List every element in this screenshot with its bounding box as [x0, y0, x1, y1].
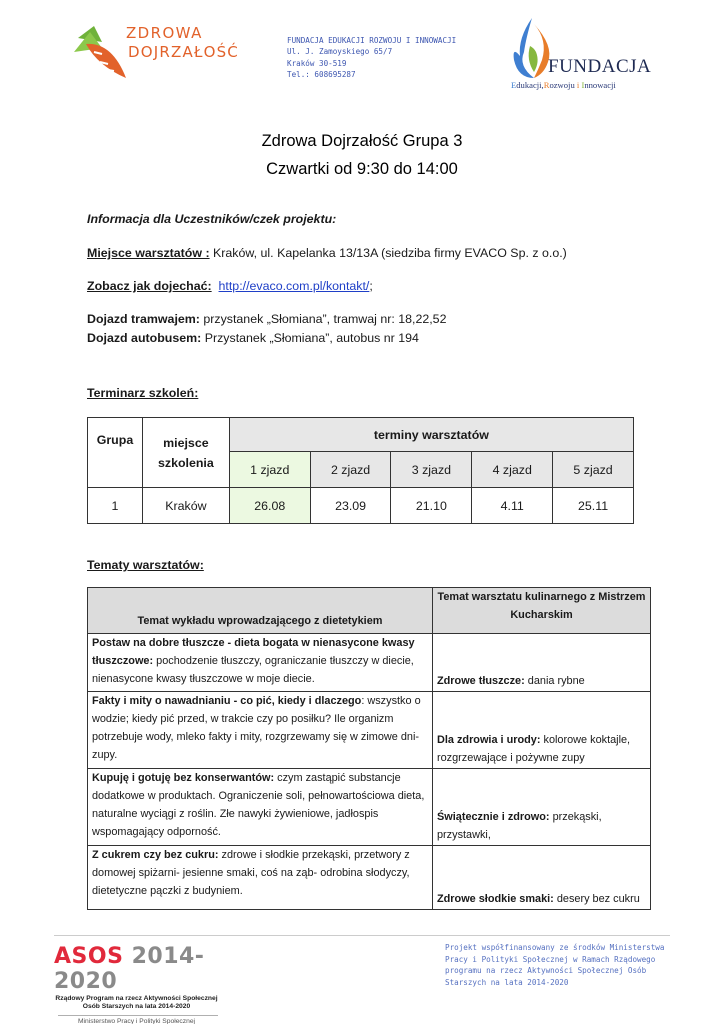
cofin-line2: Pracy i Polityki Społecznej w Ramach Rządowego — [445, 954, 656, 964]
lecture-topic-desc: zdrowe i słodkie przekąski, przetwory z domowej spiżarni- jesienne smaki, coś na ząb- odrobina słodyczy, dietetyczne pączki z budyniem. — [92, 849, 410, 897]
workshop-topic — [433, 634, 651, 692]
workshop-topic-desc: desery bez cukru — [553, 893, 640, 905]
cell-grupa: 1 — [88, 488, 143, 524]
lecture-topic-title: Kupuję i gotuję bez konserwantów: — [92, 772, 275, 784]
workshop-topic — [433, 846, 651, 910]
logo-line-dojrzalosc: DOJRZAŁOŚĆ — [128, 43, 239, 61]
workshop-topic-desc: dania rybne — [524, 675, 585, 687]
cofin-line1: Projekt współfinansowany ze środków Ministerstwa — [445, 943, 665, 952]
col-header-terminy: terminy warsztatów — [229, 418, 633, 452]
col-header-miejsce — [142, 418, 229, 488]
tagline-rozwoju: ozwoju — [549, 80, 577, 90]
cofin-line3: programu na rzecz Aktywności Społecznej Osób — [445, 966, 647, 976]
logo-line-zdrowa: ZDROWA — [126, 24, 203, 42]
page-title: Zdrowa Dojrzałość Grupa 3 — [261, 132, 463, 150]
zjazd-1-header: 1 zjazd — [229, 452, 310, 488]
col-header-grupa: Grupa — [88, 418, 143, 488]
asos-logo-word — [54, 944, 224, 994]
tram-info — [87, 312, 446, 326]
lecture-topic — [88, 634, 433, 692]
fundacja-logo-word: FUNDACJA — [548, 56, 652, 77]
table-row — [88, 634, 651, 692]
tagline-r: R — [543, 80, 550, 90]
asos-description — [54, 995, 219, 1011]
ministry-name: Ministerstwo Pracy i Polityki Społecznej — [77, 1018, 196, 1024]
lecture-topic-title: Fakty i mity o nawadnianiu - co pić, kiedy i dlaczego — [92, 695, 362, 707]
directions — [87, 279, 373, 293]
asos-divider — [58, 1015, 218, 1016]
zjazd-4-header: 4 zjazd — [472, 452, 553, 488]
workshop-location-value: Kraków, ul. Kapelanka 13/13A (siedziba firmy EVACO Sp. z o.o.) — [209, 246, 567, 260]
workshop-topic-desc: kolorowe koktajle, rozgrzewające i pożywne zupy — [437, 734, 631, 764]
lecture-topic-title: Z cukrem czy bez cukru: — [92, 849, 219, 861]
workshop-topic-title: Zdrowe słodkie smaki: — [437, 893, 554, 905]
schedule-heading: Terminarz szkoleń: — [87, 386, 199, 400]
asos-desc-line2: Osób Starszych na lata 2014-2020 — [82, 1003, 191, 1010]
cofin-line4: Starszych na lata 2014-2020 — [445, 977, 569, 987]
bus-info — [87, 331, 419, 345]
table-row — [88, 488, 634, 524]
lecture-topic-desc: pochodzenie tłuszczy, ograniczanie tłuszczy w diecie, nienasycone kwasy tłuszczowe w moje diecie. — [92, 655, 414, 685]
topics-col-header-workshop: Temat warsztatu kulinarnego z Mistrzem Kucharskim — [433, 588, 651, 634]
tagline-innowacji: nnowacji — [584, 80, 616, 90]
asos-logo — [54, 944, 224, 1024]
tram-label: Dojazd tramwajem: — [87, 312, 200, 326]
workshop-topic-title: Świątecznie i zdrowo: — [437, 811, 550, 823]
col-header-miejsce-line2: szkolenia — [157, 456, 214, 470]
zjazd-3-header: 3 zjazd — [391, 452, 472, 488]
cell-miejsce: Kraków — [142, 488, 229, 524]
footer-divider — [54, 935, 670, 936]
foundation-name: FUNDACJA EDUKACJI ROZWOJU I INNOWACJI — [287, 36, 457, 45]
cofinancing-note — [445, 942, 664, 988]
workshop-topic-title: Dla zdrowia i urody: — [437, 734, 541, 746]
lecture-topic — [88, 692, 433, 769]
lecture-topic — [88, 769, 433, 846]
lecture-topic-desc: : wszystko o wodzie; kiedy pić przed, w trakcie czy po posiłku? Ile organizm potrzebuje wody, mleko fakty i mity, rozgrzewamy się w zimowe dni- zupy. — [92, 695, 421, 761]
tagline-in: I — [581, 80, 585, 90]
directions-label: Zobacz jak dojechać: — [87, 279, 212, 293]
workshop-location-label: Miejsce warsztatów : — [87, 246, 210, 260]
bus-value: Przystanek „Słomiana”, autobus nr 194 — [201, 331, 419, 345]
tram-value: przystanek „Słomiana”, tramwaj nr: 18,22,52 — [199, 312, 447, 326]
directions-link[interactable]: http://evaco.com.pl/kontakt/ — [218, 279, 370, 293]
lecture-topic — [88, 846, 433, 910]
page-subtitle: Czwartki od 9:30 do 14:00 — [266, 160, 458, 178]
bus-label: Dojazd autobusem: — [87, 331, 202, 345]
workshop-location — [87, 246, 567, 260]
asos-word: ASOS — [54, 944, 124, 969]
lecture-topic-title: Postaw na dobre tłuszcze - dieta bogata w nienasycone kwasy tłuszczowe: — [92, 637, 415, 667]
foundation-phone: Tel.: 608695287 — [287, 70, 356, 80]
zdrowa-dojrzalosc-logo — [72, 18, 252, 86]
info-heading: Informacja dla Uczestników/czek projektu: — [87, 212, 337, 226]
table-row — [88, 846, 651, 910]
tagline-edukacji: dukacji, — [516, 80, 544, 90]
cell-date-2: 23.09 — [310, 488, 391, 524]
workshop-topic — [433, 769, 651, 846]
cell-date-4: 4.11 — [472, 488, 553, 524]
foundation-address — [287, 35, 456, 81]
table-row — [88, 769, 651, 846]
asos-desc-line1: Rządowy Program na rzecz Aktywności Społecznej — [55, 995, 218, 1002]
topics-table — [87, 587, 651, 910]
schedule-table — [87, 417, 634, 524]
workshop-topic-title: Zdrowe tłuszcze: — [437, 675, 525, 687]
asos-years: 2014-2020 — [54, 944, 205, 994]
cell-date-1: 26.08 — [229, 488, 310, 524]
topics-col-header-lecture: Temat wykładu wprowadzającego z dietetykiem — [88, 588, 433, 634]
zjazd-5-header: 5 zjazd — [553, 452, 634, 488]
cell-date-3: 21.10 — [391, 488, 472, 524]
tagline-i: i — [576, 80, 580, 90]
lecture-topic-desc: czym zastąpić substancje dodatkowe w produktach. Ograniczenie soli, pełnowartościowa dieta, naturalne wyciągi z roślin. Złe nawyki żywieniowe, jadłospis wspomagający odporność. — [92, 772, 425, 838]
foundation-city: Kraków 30-519 — [287, 58, 347, 68]
topics-heading: Tematy warsztatów: — [87, 558, 204, 572]
workshop-topic-desc: przekąski, przystawki, — [437, 811, 602, 841]
cell-date-5: 25.11 — [553, 488, 634, 524]
tagline-e: E — [511, 80, 517, 90]
workshop-topic — [433, 692, 651, 769]
foundation-street: Ul. J. Zamoyskiego 65/7 — [287, 47, 393, 57]
fundacja-logo-tagline — [511, 80, 616, 90]
fundacja-logo — [508, 16, 650, 94]
zjazd-2-header: 2 zjazd — [310, 452, 391, 488]
col-header-miejsce-line1: miejsce — [163, 436, 209, 450]
directions-end: ; — [369, 279, 373, 293]
table-row — [88, 692, 651, 769]
